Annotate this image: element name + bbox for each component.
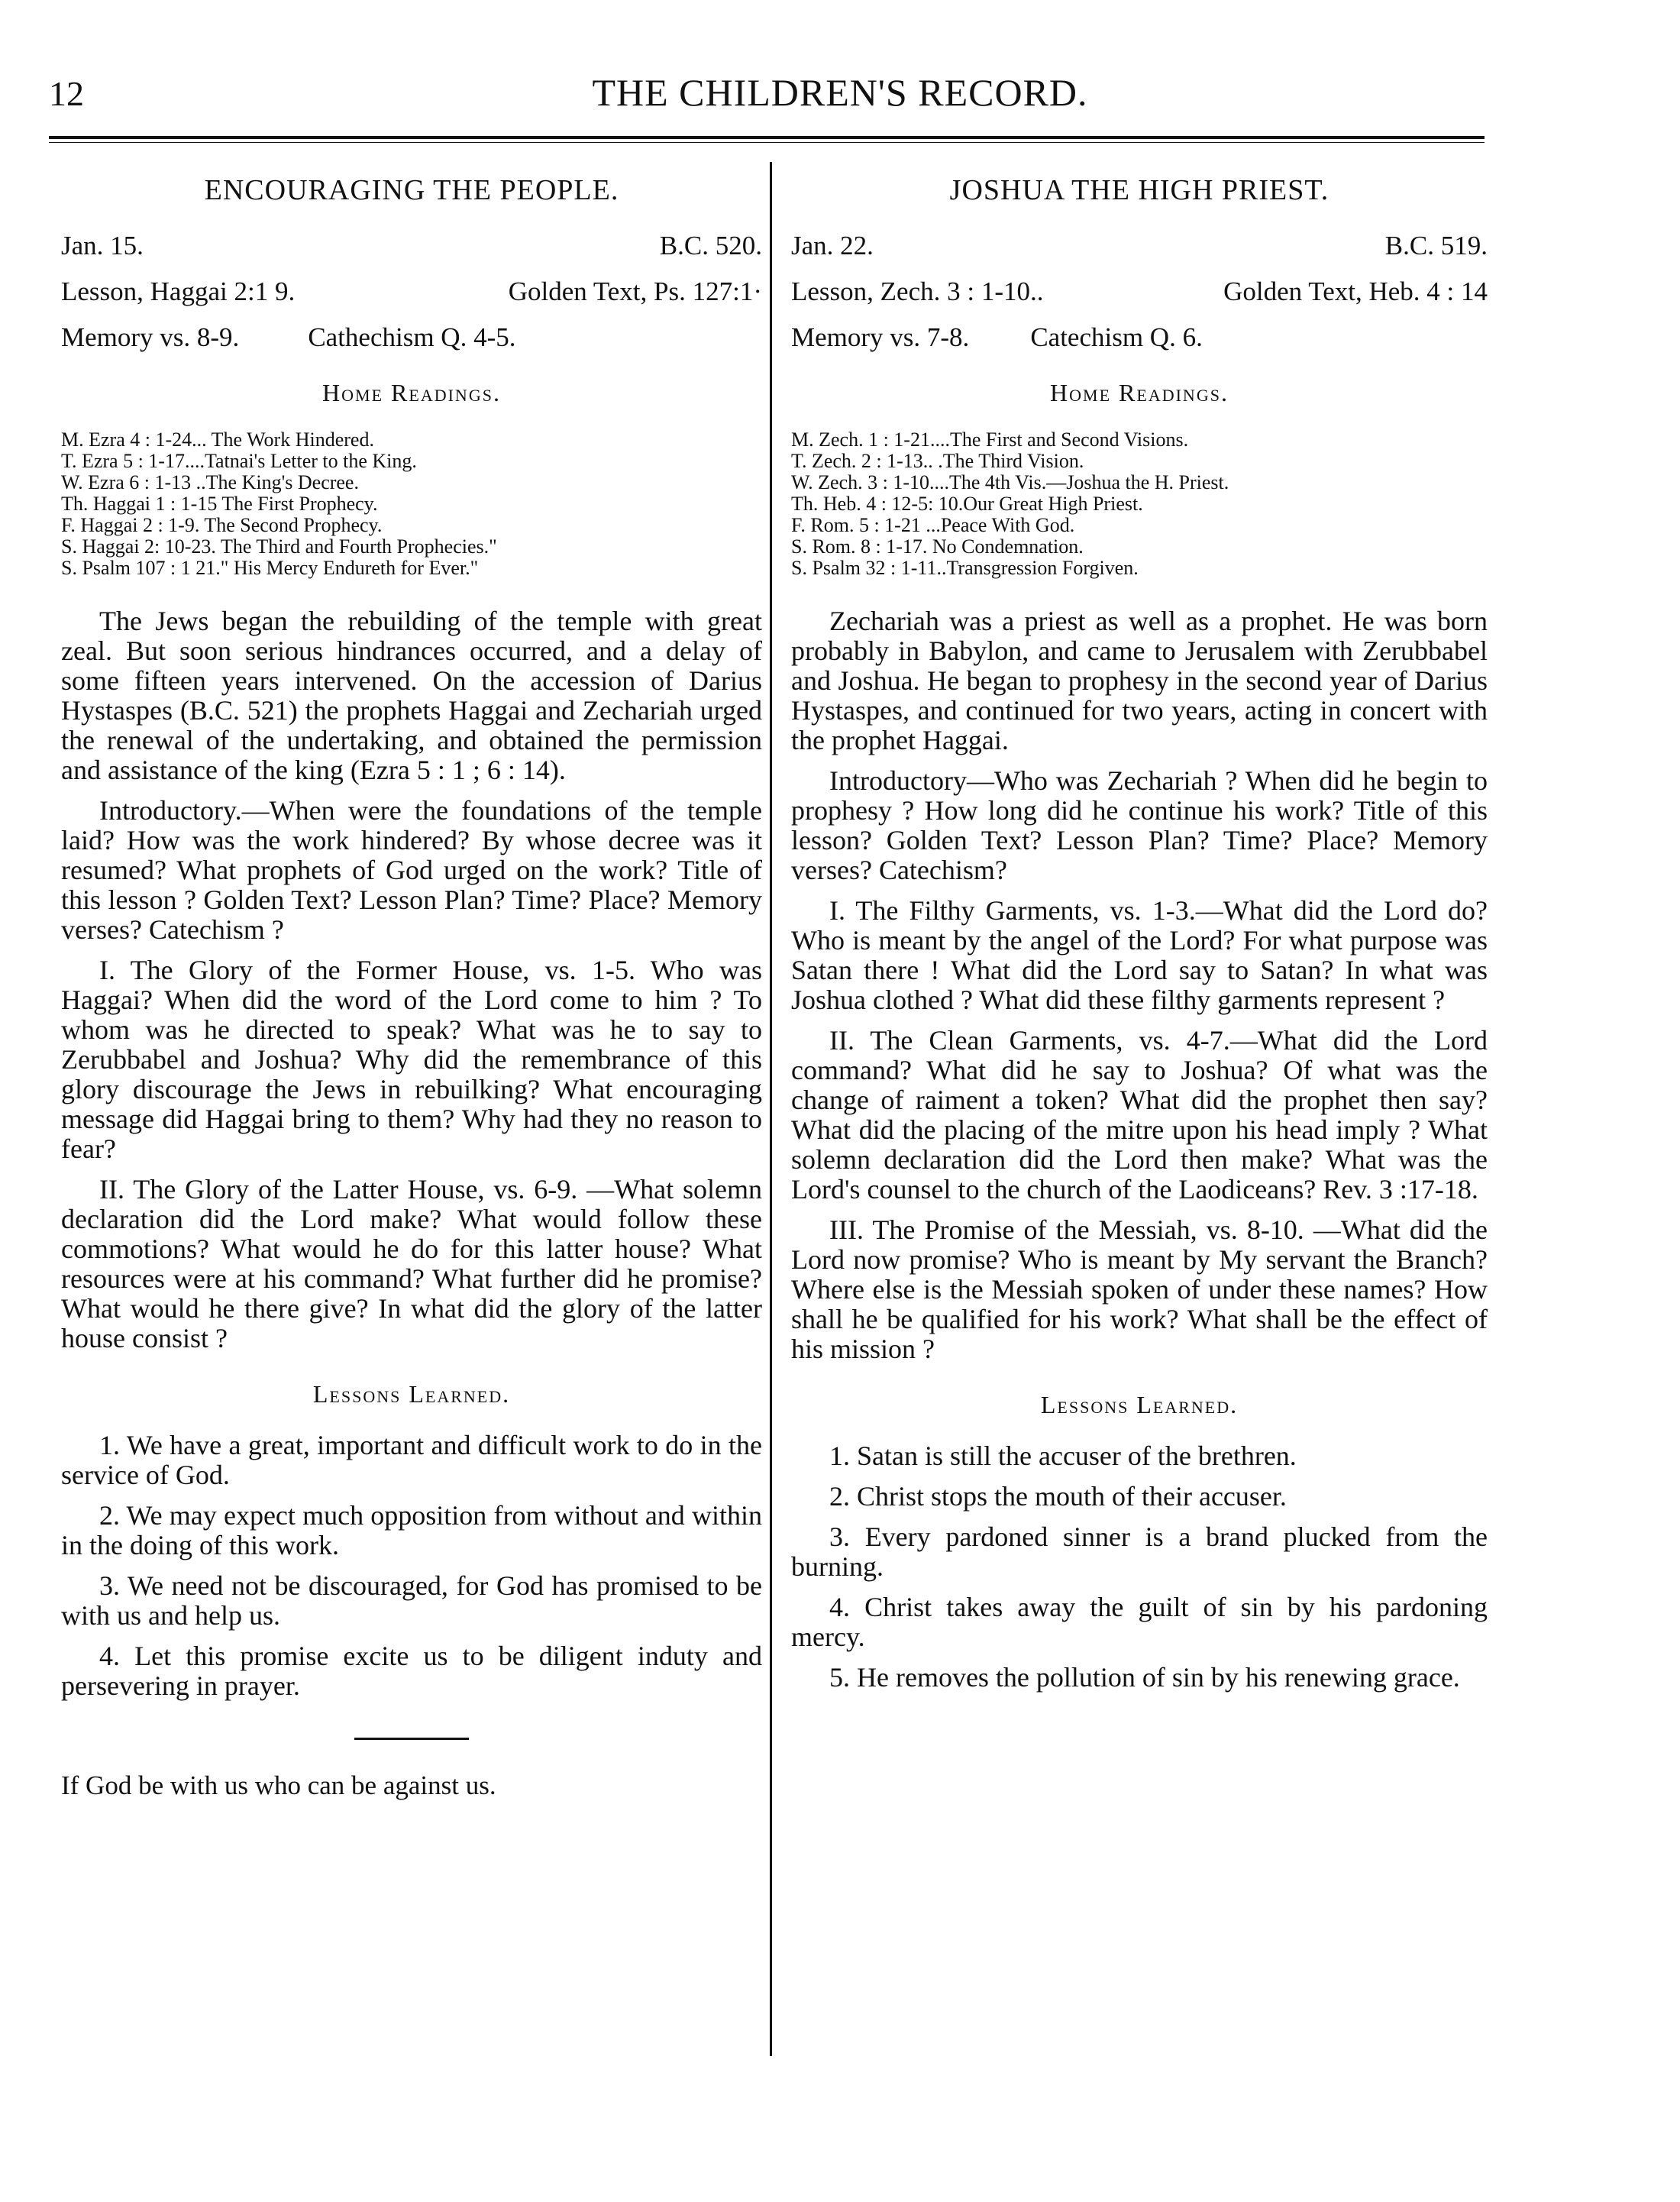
section-rule bbox=[354, 1738, 469, 1740]
reading-item: F. Rom. 5 : 1-21 ...Peace With God. bbox=[791, 514, 1075, 536]
date-row bbox=[791, 231, 1488, 260]
lesson-era: B.C. 520. bbox=[659, 231, 762, 260]
section-three-questions: III. The Promise of the Messiah, vs. 8-10. —What did the Lord now promise? Who is meant by My servant the Branch? Where else is the Messiah spoken of under these names? How shall he be qualified for his work? What shall be the effect of his mission ? bbox=[791, 1214, 1488, 1364]
lesson-learned-item: 3. We need not be discouraged, for God has promised to be with us and help us. bbox=[61, 1570, 762, 1631]
reading-item: M. Ezra 4 : 1-24... The Work Hindered. bbox=[61, 428, 374, 451]
lesson-title: ENCOURAGING THE PEOPLE. bbox=[204, 174, 619, 206]
reading-item: W. Ezra 6 : 1-13 ..The King's Decree. bbox=[61, 471, 359, 493]
lesson-learned-item: 4. Christ takes away the guilt of sin by his pardoning mercy. bbox=[791, 1592, 1488, 1652]
section-two-questions: II. The Glory of the Latter House, vs. 6-9. —What solemn declaration did the Lord make? What would follow these commotions? What would he do for this latter house? What resources were at his command? What further did he promise? What would he there give? In what did the glory of the latter house consist ? bbox=[61, 1174, 762, 1353]
reference-row bbox=[61, 277, 762, 306]
lesson-learned-item: 3. Every pardoned sinner is a brand plucked from the burning. bbox=[791, 1521, 1488, 1582]
section-two-questions: II. The Clean Garments, vs. 4-7.—What did the Lord command? What did he say to Joshua? Of what was the change of raiment a token? What did the prophet then say? What did the placing of the mitre upon his head imply ? What solemn declaration did the Lord then make? What was the Lord's counsel to the church of the Laodiceans? Rev. 3 :17-18. bbox=[791, 1025, 1488, 1204]
lesson-learned-item: 5. He removes the pollution of sin by his renewing grace. bbox=[829, 1662, 1460, 1693]
running-title: THE CHILDREN'S RECORD. bbox=[592, 71, 1088, 114]
lessons-learned-heading: Lessons Learned. bbox=[312, 1380, 511, 1408]
intro-paragraph: The Jews began the rebuilding of the temple with great zeal. But soon serious hindrances occurred, and a delay of some fifteen years intervened. On the accession of Darius Hystaspes (B.C. 521) the prophets Haggai and Zechariah urged the renewal of the undertaking, and obtained the permission and assistance of the king (Ezra 5 : 1 ; 6 : 14). bbox=[61, 606, 762, 785]
reading-item: Th. Haggai 1 : 1-15 The First Prophecy. bbox=[61, 493, 378, 515]
reading-item: Th. Heb. 4 : 12-5: 10.Our Great High Priest. bbox=[791, 493, 1143, 515]
reading-item: W. Zech. 3 : 1-10....The 4th Vis.—Joshua the H. Priest. bbox=[791, 471, 1229, 493]
home-readings-list bbox=[61, 429, 762, 579]
golden-text: Golden Text, Ps. 127:1· bbox=[508, 276, 762, 306]
catechism: Cathechism Q. 4-5. bbox=[308, 322, 516, 352]
header-rule-thin bbox=[49, 142, 1485, 143]
reading-item: S. Psalm 107 : 1 21." His Mercy Endureth for Ever." bbox=[61, 557, 479, 579]
reading-item: S. Haggai 2: 10-23. The Third and Fourth Prophecies." bbox=[61, 535, 497, 558]
catechism: Catechism Q. 6. bbox=[1030, 322, 1203, 352]
lessons-learned-heading: Lessons Learned. bbox=[1040, 1391, 1239, 1418]
right-column bbox=[791, 162, 1488, 1703]
reference-row bbox=[791, 277, 1488, 306]
section-one-questions: I. The Glory of the Former House, vs. 1-5. Who was Haggai? When did the word of the Lord come to him ? To whom was he directed to speak? What was he to say to Zerubbabel and Joshua? Why did the remembrance of this glory discourage the Jews in rebuilking? What encouraging message did Haggai bring to them? Why had they no reason to fear? bbox=[61, 955, 762, 1164]
left-column bbox=[61, 162, 762, 1800]
reading-item: M. Zech. 1 : 1-21....The First and Second Visions. bbox=[791, 428, 1189, 451]
introductory-questions: Introductory—Who was Zechariah ? When did he begin to prophesy ? How long did he continue his work? Title of this lesson? Golden Text? Lesson Plan? Time? Place? Memory verses? Catechism? bbox=[791, 765, 1488, 885]
introductory-questions: Introductory.—When were the foundations of the temple laid? How was the work hindered? By whose decree was it resumed? What prophets of God urged on the work? Title of this lesson ? Golden Text? Lesson Plan? Time? Place? Memory verses? Catechism ? bbox=[61, 795, 762, 945]
memory-verses: Memory vs. 8-9. bbox=[61, 322, 240, 352]
page-number: 12 bbox=[49, 74, 84, 113]
home-readings-heading: Home Readings. bbox=[322, 379, 501, 406]
reading-item: S. Psalm 32 : 1-11..Transgression Forgiven. bbox=[791, 557, 1139, 579]
lesson-learned-item: 2. Christ stops the mouth of their accuser. bbox=[829, 1481, 1287, 1512]
reading-item: S. Rom. 8 : 1-17. No Condemnation. bbox=[791, 535, 1084, 558]
memory-verses: Memory vs. 7-8. bbox=[791, 322, 970, 352]
lesson-learned-item: 1. Satan is still the accuser of the brethren. bbox=[829, 1441, 1297, 1471]
header-rule bbox=[49, 136, 1485, 139]
lesson-reference: Lesson, Haggai 2:1 9. bbox=[61, 276, 296, 306]
memory-row bbox=[61, 323, 762, 352]
golden-text: Golden Text, Heb. 4 : 14 bbox=[1223, 276, 1488, 306]
lesson-era: B.C. 519. bbox=[1384, 231, 1488, 260]
date-row bbox=[61, 231, 762, 260]
lesson-date: Jan. 22. bbox=[791, 231, 874, 260]
reading-item: T. Ezra 5 : 1-17....Tatnai's Letter to the King. bbox=[61, 450, 417, 472]
reading-item: T. Zech. 2 : 1-13.. .The Third Vision. bbox=[791, 450, 1084, 472]
memory-row bbox=[791, 323, 1488, 352]
intro-paragraph: Zechariah was a priest as well as a prophet. He was born probably in Babylon, and came to Jerusalem with Zerubbabel and Joshua. He began to prophesy in the second year of Darius Hystaspes, and continued for two years, acting in concert with the prophet Haggai. bbox=[791, 606, 1488, 755]
column-divider bbox=[770, 162, 772, 2056]
lesson-reference: Lesson, Zech. 3 : 1-10.. bbox=[791, 276, 1044, 306]
section-one-questions: I. The Filthy Garments, vs. 1-3.—What did the Lord do? Who is meant by the angel of the Lord? For what purpose was Satan there ! What did the Lord say to Satan? In what was Joshua clothed ? What did these filthy garments represent ? bbox=[791, 895, 1488, 1015]
lesson-learned-item: 2. We may expect much opposition from without and within in the doing of this work. bbox=[61, 1500, 762, 1560]
lesson-title: JOSHUA THE HIGH PRIEST. bbox=[949, 174, 1329, 206]
closing-line: If God be with us who can be against us. bbox=[61, 1770, 496, 1800]
home-readings-heading: Home Readings. bbox=[1050, 379, 1229, 406]
lesson-learned-item: 1. We have a great, important and difficult work to do in the service of God. bbox=[61, 1430, 762, 1490]
home-readings-list bbox=[791, 429, 1488, 579]
reading-item: F. Haggai 2 : 1-9. The Second Prophecy. bbox=[61, 514, 383, 536]
lesson-date: Jan. 15. bbox=[61, 231, 144, 260]
lesson-learned-item: 4. Let this promise excite us to be diligent induty and persevering in prayer. bbox=[61, 1641, 762, 1701]
